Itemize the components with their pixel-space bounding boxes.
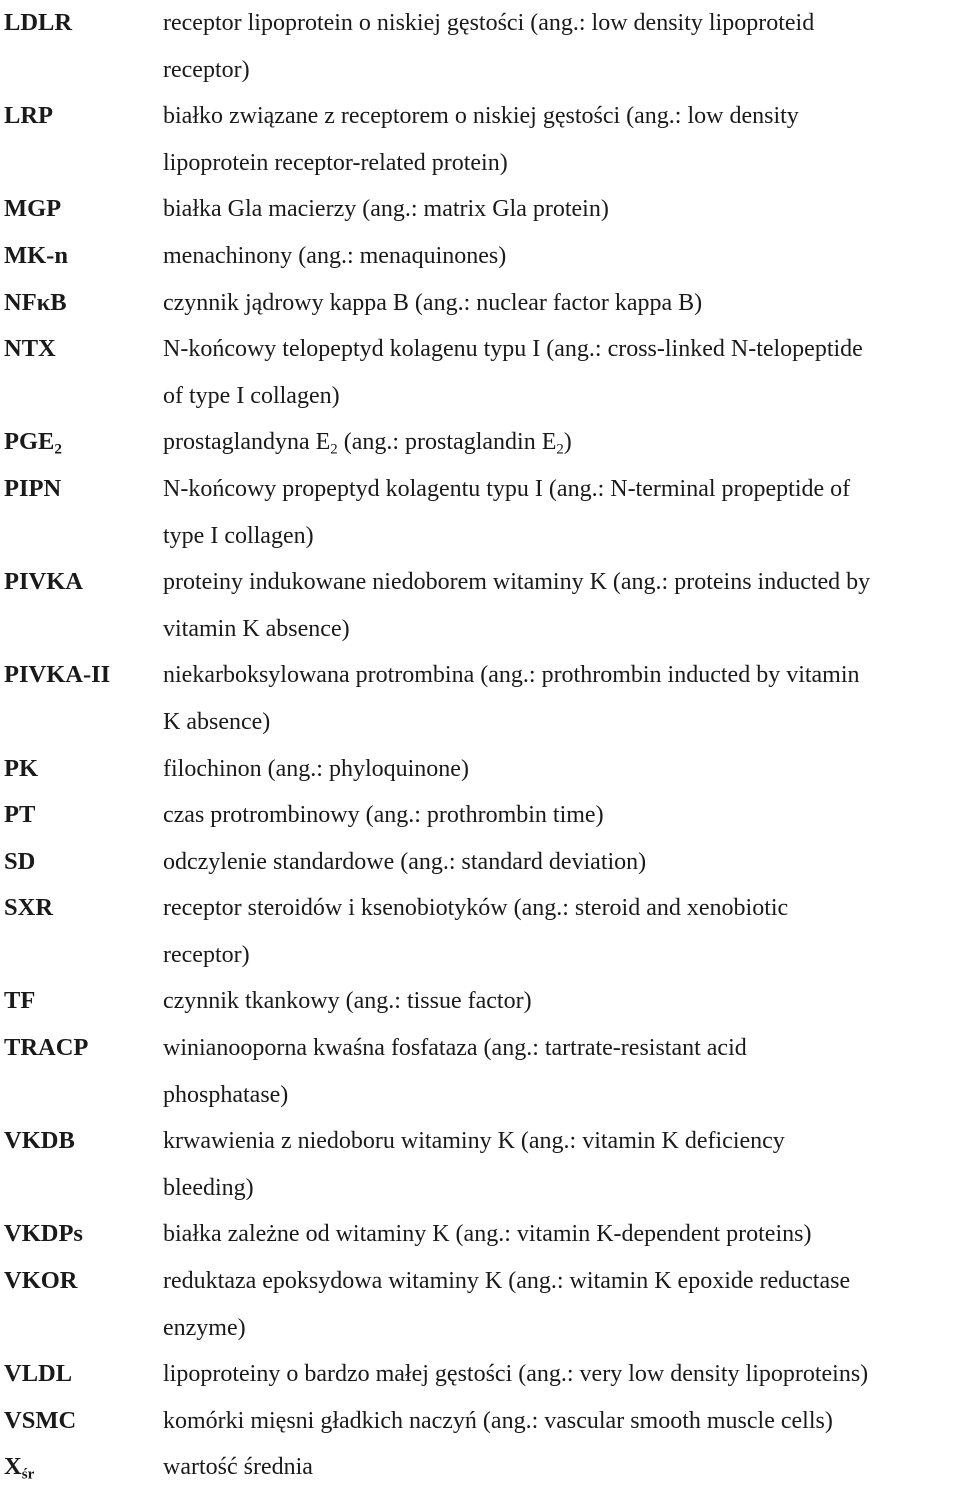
definition-line: type I collagen) [163, 522, 314, 549]
definition-line: wartość średnia [163, 1454, 313, 1481]
abbreviation-term-text: PIPN [4, 474, 62, 502]
abbreviation-term [0, 1351, 160, 1398]
definition-line: winianooporna kwaśna fosfataza (ang.: tartrate-resistant acid [163, 1035, 747, 1062]
abbreviation-entry [0, 233, 960, 280]
abbreviation-term [0, 326, 160, 373]
abbreviation-entry [0, 1118, 960, 1211]
abbreviation-term [0, 792, 160, 839]
definition-text: ) [563, 429, 572, 456]
abbreviation-definition [160, 746, 960, 793]
abbreviation-term-text: NFκB [4, 288, 67, 316]
abbreviation-term [0, 1258, 160, 1305]
definition-line [163, 419, 960, 466]
abbreviation-term-text: LRP [4, 102, 53, 130]
abbreviation-entry [0, 978, 960, 1025]
abbreviation-entry [0, 746, 960, 793]
definition-line: receptor lipoprotein o niskiej gęstości (ang.: low density lipoproteid [163, 10, 815, 36]
abbreviation-term-subscript: 2 [54, 440, 62, 458]
abbreviation-term [0, 839, 160, 886]
abbreviation-definition [160, 1118, 960, 1211]
abbreviation-entry [0, 280, 960, 327]
definition-text: prostaglandyna E [163, 429, 331, 456]
abbreviation-term-text: NTX [4, 335, 56, 363]
definition-line: filochinon (ang.: phyloquinone) [163, 755, 469, 782]
abbreviation-term [0, 746, 160, 793]
abbreviation-entry [0, 0, 960, 93]
definition-line: of type I collagen) [163, 382, 340, 409]
definition-line: białka Gla macierzy (ang.: matrix Gla protein) [163, 196, 609, 223]
abbreviation-definition [160, 1351, 960, 1398]
abbreviation-term-text: MGP [4, 195, 62, 223]
abbreviation-term [0, 466, 160, 513]
abbreviation-definition [160, 559, 960, 652]
abbreviation-entry [0, 1351, 960, 1398]
abbreviation-term [0, 186, 160, 233]
definition-line: czynnik tkankowy (ang.: tissue factor) [163, 988, 532, 1015]
definition-line: białka zależne od witaminy K (ang.: vitamin K-dependent proteins) [163, 1221, 812, 1248]
abbreviation-entry [0, 559, 960, 652]
abbreviation-entry [0, 792, 960, 839]
abbreviation-entry [0, 1211, 960, 1258]
definition-line: K absence) [163, 708, 271, 735]
definition-line: N-końcowy propeptyd kolagentu typu I (ang.: N-terminal propeptide of [163, 475, 851, 502]
definition-subscript: 2 [556, 441, 564, 458]
definition-line: proteiny indukowane niedoborem witaminy K (ang.: proteins inducted by [163, 569, 871, 596]
abbreviation-term [0, 1025, 160, 1072]
abbreviation-entry [0, 1398, 960, 1445]
abbreviation-term [0, 1211, 160, 1258]
abbreviation-term-text: VKDPs [4, 1220, 83, 1248]
abbreviation-entry [0, 186, 960, 233]
abbreviation-term-text: TF [4, 987, 36, 1015]
abbreviation-term [0, 885, 160, 932]
abbreviation-definition [160, 1444, 960, 1491]
abbreviation-term-text: VLDL [4, 1360, 73, 1388]
abbreviation-definition [160, 186, 960, 233]
definition-line: lipoprotein receptor-related protein) [163, 149, 508, 176]
abbreviation-term [0, 652, 160, 699]
abbreviation-definition [160, 792, 960, 839]
abbreviation-entry [0, 1258, 960, 1351]
abbreviation-term-text: PGE [4, 428, 55, 456]
definition-line: komórki mięsni gładkich naczyń (ang.: vascular smooth muscle cells) [163, 1407, 833, 1434]
abbreviation-definition [160, 1211, 960, 1258]
abbreviation-entry [0, 652, 960, 745]
abbreviation-definition [160, 326, 960, 419]
abbreviation-term-text: VKOR [4, 1267, 78, 1295]
abbreviation-entry [0, 93, 960, 186]
definition-line: receptor) [163, 56, 250, 83]
definition-text: (ang.: prostaglandin E [337, 429, 557, 456]
abbreviation-term [0, 559, 160, 606]
abbreviation-term [0, 1444, 160, 1491]
abbreviation-term-text: LDLR [4, 9, 73, 36]
abbreviation-term-text: MK-n [4, 241, 68, 269]
abbreviation-term [0, 419, 160, 466]
abbreviation-definition [160, 885, 960, 978]
definition-line: enzyme) [163, 1314, 246, 1341]
abbreviation-definition [160, 1258, 960, 1351]
abbreviation-term [0, 978, 160, 1025]
abbreviation-term [0, 0, 160, 47]
abbreviation-definition [160, 93, 960, 186]
abbreviation-entry [0, 326, 960, 419]
abbreviation-term-text: SXR [4, 894, 54, 922]
definition-line: krwawienia z niedoboru witaminy K (ang.: vitamin K deficiency [163, 1128, 785, 1155]
abbreviation-term-text: SD [4, 847, 36, 875]
abbreviation-term-subscript: śr [21, 1465, 35, 1483]
abbreviation-definition [160, 280, 960, 327]
abbreviation-term [0, 1398, 160, 1445]
abbreviation-definition [160, 466, 960, 559]
abbreviation-term [0, 93, 160, 140]
abbreviation-term-text: PIVKA-II [4, 661, 111, 689]
definition-line: czynnik jądrowy kappa B (ang.: nuclear factor kappa B) [163, 289, 703, 316]
abbreviation-definition [160, 1025, 960, 1118]
abbreviation-term [0, 233, 160, 280]
definition-line: receptor steroidów i ksenobiotyków (ang.: steroid and xenobiotic [163, 895, 789, 922]
abbreviation-term-text: PT [4, 801, 36, 829]
abbreviation-term-text: VKDB [4, 1127, 75, 1155]
abbreviation-term-text: PIVKA [4, 568, 83, 596]
abbreviation-entry [0, 839, 960, 886]
definition-line: reduktaza epoksydowa witaminy K (ang.: witamin K epoxide reductase [163, 1268, 851, 1295]
abbreviation-definition [160, 1398, 960, 1445]
definition-line: bleeding) [163, 1174, 254, 1201]
abbreviation-term-text: X [4, 1453, 22, 1481]
abbreviation-term [0, 280, 160, 327]
definition-line: niekarboksylowana protrombina (ang.: prothrombin inducted by vitamin [163, 662, 860, 689]
abbreviation-term-text: TRACP [4, 1034, 89, 1062]
abbreviation-entry [0, 885, 960, 978]
abbreviation-definition [160, 419, 960, 466]
abbreviation-definition [160, 233, 960, 280]
abbreviation-definition [160, 839, 960, 886]
definition-line: phosphatase) [163, 1081, 289, 1108]
abbreviation-definition [160, 652, 960, 745]
abbreviation-term-text: PK [4, 754, 39, 782]
definition-line: vitamin K absence) [163, 615, 350, 642]
definition-line: czas protrombinowy (ang.: prothrombin time) [163, 802, 604, 829]
abbreviation-definition [160, 978, 960, 1025]
abbreviation-entry [0, 1444, 960, 1491]
definition-line: białko związane z receptorem o niskiej gęstości (ang.: low density [163, 103, 799, 130]
definition-line: receptor) [163, 941, 250, 968]
definition-line: menachinony (ang.: menaquinones) [163, 242, 507, 269]
abbreviation-definition [160, 0, 960, 93]
definition-line: N-końcowy telopeptyd kolagenu typu I (ang.: cross-linked N-telopeptide [163, 336, 863, 363]
definition-line: lipoproteiny o bardzo małej gęstości (ang.: very low density lipoproteins) [163, 1361, 869, 1388]
abbreviation-entry [0, 1025, 960, 1118]
abbreviation-entry [0, 466, 960, 559]
abbreviation-term-text: VSMC [4, 1406, 77, 1434]
definition-subscript: 2 [330, 441, 338, 458]
definition-line: odczylenie standardowe (ang.: standard deviation) [163, 848, 647, 875]
abbreviation-entry [0, 419, 960, 466]
abbreviation-term [0, 1118, 160, 1165]
